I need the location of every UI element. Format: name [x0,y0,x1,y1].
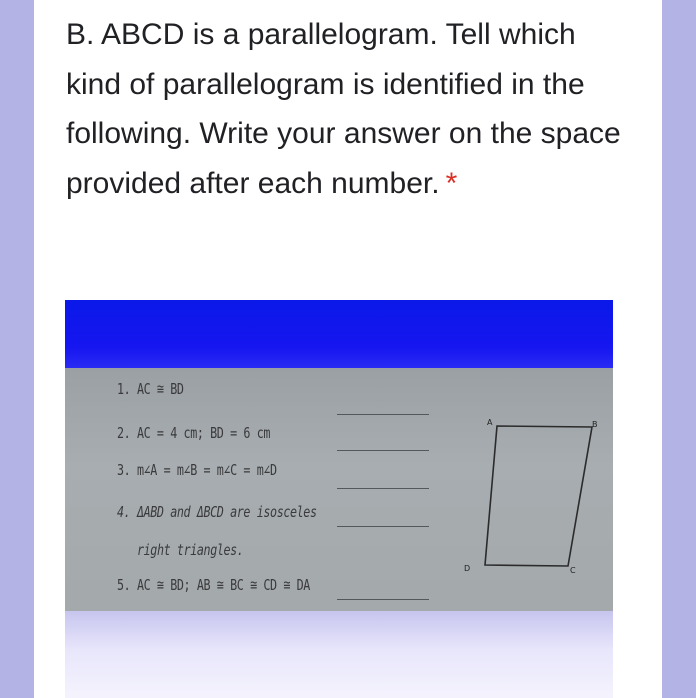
question-image [65,300,613,698]
worksheet-item-4: 4. ΔABD and ΔBCD are isosceles [117,503,317,521]
question-title [66,10,626,208]
worksheet-photo [65,368,613,611]
vertex-label-d: D [464,564,471,573]
question-text: B. ABCD is a parallelogram. Tell which kind of parallelogram is identified in the following. Write your answer on the space provided after each number. [66,18,621,200]
vertex-label-b: B [592,420,598,429]
worksheet-item-2: 2. AC = 4 cm; BD = 6 cm [117,424,271,442]
vertex-label-c: C [570,566,576,575]
image-bottom-fade [65,611,613,698]
worksheet-item-1: 1. AC ≅ BD [117,380,184,398]
vertex-label-a: A [487,418,493,427]
worksheet-item-5: 5. AC ≅ BD; AB ≅ BC ≅ CD ≅ DA [117,576,310,594]
parallelogram-figure [65,368,613,611]
worksheet-item-4-cont: right triangles. [137,541,244,559]
worksheet-item-3: 3. m∠A = m∠B = m∠C = m∠D [117,461,277,479]
image-blue-banner [65,300,613,368]
question-card [34,0,662,698]
required-asterisk: * [445,166,458,200]
